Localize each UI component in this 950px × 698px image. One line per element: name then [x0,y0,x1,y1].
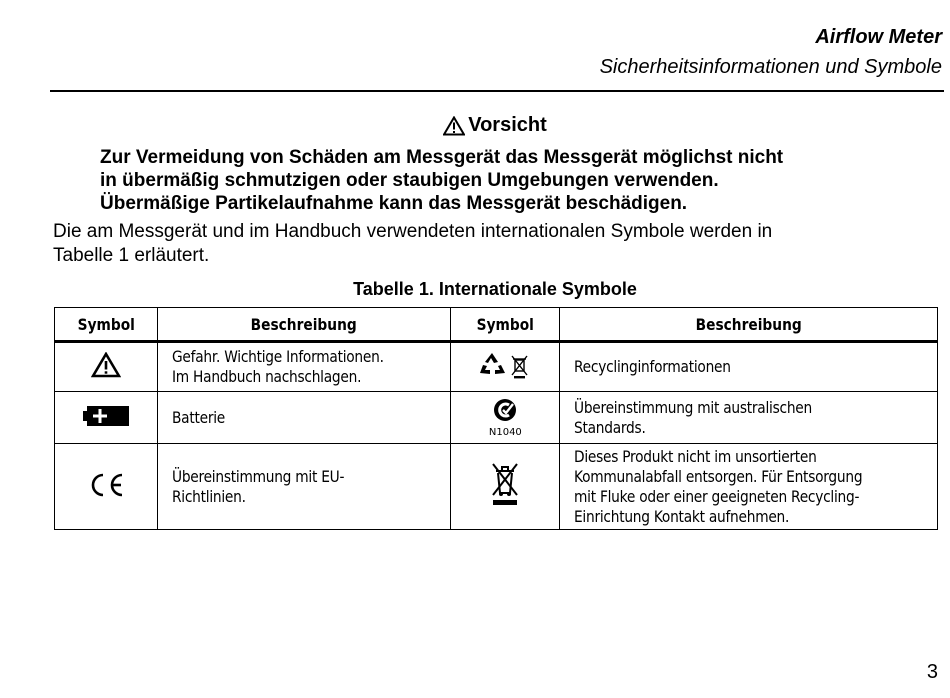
crossed-bin-icon [490,461,520,509]
header-divider [50,90,944,92]
column-header-symbol: Symbol [451,308,560,342]
crossed-bin-small-icon [512,356,527,375]
symbols-table [54,307,938,530]
description-cell: Recyclinginformationen [560,342,938,392]
recycling-icon [479,351,531,379]
column-header-description: Beschreibung [157,308,451,342]
c-tick-code: N1040 [488,426,522,438]
caution-line: in übermäßig schmutzigen oder staubigen Umgebungen verwenden. [100,170,719,191]
caution-heading-label: Vorsicht [468,114,547,136]
column-header-symbol: Symbol [55,308,158,342]
battery-icon [83,406,129,426]
table-caption: Tabelle 1. Internationale Symbole [353,279,637,299]
symbol-cell [55,444,158,530]
description-cell: Gefahr. Wichtige Informationen. Im Handbuch nachschlagen. [157,342,451,392]
caution-line: Übermäßige Partikelaufnahme kann das Messgerät beschädigen. [100,193,688,214]
description-cell: Übereinstimmung mit EU- Richtlinien. [157,444,451,530]
table-row [55,342,938,392]
intro-paragraph [53,220,933,268]
header-subtitle: Sicherheitsinformationen und Symbole [599,56,942,78]
symbol-cell [55,392,158,444]
symbol-cell [451,342,560,392]
column-header-description: Beschreibung [560,308,938,342]
intro-line: Die am Messgerät und im Handbuch verwendeten internationalen Symbole werden in [53,221,773,242]
header-title: Airflow Meter [815,26,942,48]
description-cell: Übereinstimmung mit australischen Standards. [560,392,938,444]
caution-text [100,146,920,215]
caution-line: Zur Vermeidung von Schäden am Messgerät das Messgerät möglichst nicht [100,147,784,168]
description-cell: Batterie [157,392,451,444]
symbol-cell [451,444,560,530]
symbol-cell [55,342,158,392]
intro-line: Tabelle 1 erläutert. [53,245,210,266]
table-row [55,444,938,530]
table-row [55,392,938,444]
ce-mark-icon [87,472,125,498]
page-number: 3 [926,661,938,683]
table-header-row [55,308,938,342]
symbol-cell [451,392,560,444]
c-tick-icon [493,398,517,422]
description-cell: Dieses Produkt nicht im unsortierten Kommunalabfall entsorgen. Für Entsorgung mit Fluke oder einer geeigneten Recycling- Einrichtung Kontakt aufnehmen. [560,444,938,530]
caution-heading [0,114,950,137]
warning-triangle-icon [443,116,465,136]
warning-triangle-icon [91,352,121,378]
